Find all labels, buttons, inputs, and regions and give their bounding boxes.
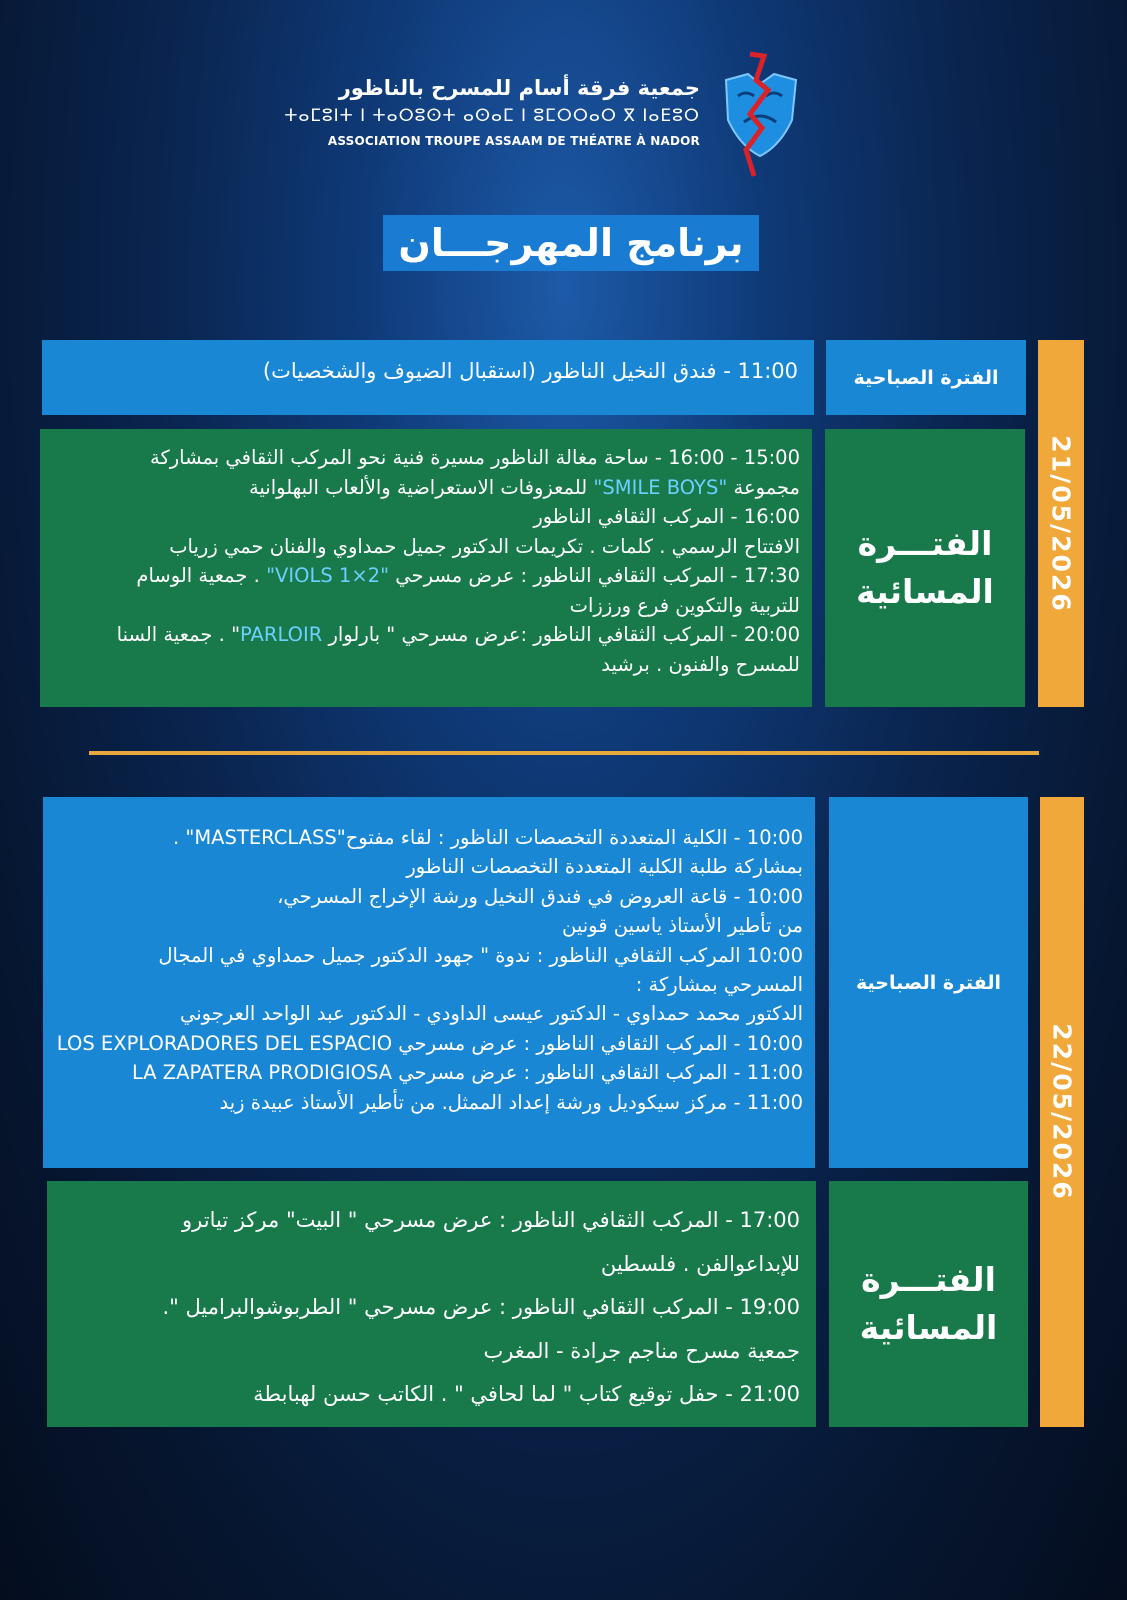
date-bar-day-2 (1040, 797, 1084, 1427)
schedule-line: 10:00 المركب الثقافي الناظور : ندوة " جهود الدكتور جميل حمداوي في المجال (158, 943, 803, 967)
section-divider (89, 751, 1039, 755)
show-title-highlight: "SMILE BOYS" (593, 475, 728, 499)
schedule-line: 16:00 - المركب الثقافي الناظور (533, 505, 800, 528)
schedule-line: 15:00 - 16:00 - ساحة مغالة الناظور مسيرة فنية نحو المركب الثقافي بمشاركة (149, 446, 800, 469)
theatre-shield-logo-icon (720, 50, 800, 180)
evening-label-day-2 (829, 1181, 1028, 1427)
show-title-highlight: PARLOIR (240, 623, 323, 646)
evening-label-line-1: الفتـــرة (857, 524, 993, 563)
schedule-line: 17:00 - المركب الثقافي الناظور : عرض مسرحي " البيت" مركز تياترو (182, 1208, 800, 1232)
evening-label-line-1: الفتـــرة (861, 1260, 996, 1299)
schedule-line: من تأطير الأستاذ ياسين قونين (562, 914, 803, 938)
morning-label-day-1: الفترة الصباحية (826, 340, 1026, 415)
date-day-2: 22/05/2026 (1047, 1023, 1077, 1201)
org-name-french: ASSOCIATION TROUPE ASSAAM DE THÉATRE À NADOR (327, 134, 700, 148)
org-name-tifinagh: ⵜⴰⵎⵓⵏⵜ ⵏ ⵜⴰⵔⵓⵙⵜ ⴰⵙⴰⵎ ⵏ ⵓⵎⵔⵔⴰⵔ ⴳ ⵏⴰⴹⵓⵔ (284, 106, 700, 126)
evening-label-line-2: المسائية (856, 572, 994, 611)
schedule-line: 17:30 - المركب الثقافي الناظور : عرض مسرحي "VIOLS 1×2" . جمعية الوسام (136, 564, 800, 587)
evening-schedule-day-1 (40, 429, 812, 707)
schedule-line: جمعية مسرح مناجم جرادة - المغرب (483, 1338, 800, 1363)
schedule-line: 20:00 - المركب الثقافي الناظور :عرض مسرحي " بارلوار PARLOIR" . جمعية السنا (116, 623, 800, 646)
festival-program-title: برنامج المهرجـــان (383, 215, 759, 271)
morning-schedule-day-2 (43, 797, 815, 1168)
schedule-line: 21:00 - حفل توقيع كتاب " لما لحافي " . الكاتب حسن لهبابطة (253, 1382, 800, 1406)
schedule-line: المسرحي بمشاركة : (635, 973, 803, 997)
schedule-line: للمسرح والفنون . برشيد (601, 652, 800, 676)
schedule-line: الافتتاح الرسمي . كلمات . تكريمات الدكتور جميل حمداوي والفنان حمي زرياب (169, 534, 800, 558)
schedule-line: 19:00 - المركب الثقافي الناظور : عرض مسرحي " الطربوشوالبراميل ". (162, 1295, 800, 1319)
schedule-line: الدكتور محمد حمداوي - الدكتور عيسى الداودي - الدكتور عبد الواحد العرجوني (180, 1002, 803, 1026)
schedule-line: 10:00 - قاعة العروض في فندق النخيل ورشة الإخراج المسرحي، (277, 884, 803, 908)
schedule-line: 10:00 - المركب الثقافي الناظور : عرض مسرحي LOS EXPLORADORES DEL ESPACIO (56, 1031, 803, 1055)
morning-label-day-2: الفترة الصباحية (829, 797, 1028, 1168)
evening-label-line-2: المسائية (859, 1308, 998, 1347)
date-day-1: 21/05/2026 (1046, 434, 1076, 613)
schedule-line: 11:00 - فندق النخيل الناظور (استقبال الضيوف والشخصيات) (262, 359, 798, 383)
show-title-highlight: "VIOLS 1×2" (266, 564, 390, 587)
morning-schedule-day-1 (42, 340, 814, 415)
schedule-line: 11:00 - مركز سيكوديل ورشة إعداد الممثل. من تأطير الأستاذ عبيدة زيد (219, 1090, 803, 1114)
schedule-line: للإبداعوالفن . فلسطين (600, 1251, 800, 1276)
date-bar-day-1 (1038, 340, 1084, 707)
schedule-line: للتربية والتكوين فرع ورززات (569, 593, 800, 617)
schedule-line: 10:00 - الكلية المتعددة التخصصات الناظور : لقاء مفتوح"MASTERCLASS" . (172, 826, 803, 849)
schedule-line: مجموعة "SMILE BOYS" للمعزوفات الاستعراضية والألعاب البهلوانية (248, 475, 800, 499)
org-name-arabic: جمعية فرقة أسام للمسرح بالناظور (338, 76, 700, 100)
evening-schedule-day-2 (47, 1181, 816, 1427)
evening-label-day-1 (825, 429, 1025, 707)
schedule-line: بمشاركة طلبة الكلية المتعددة التخصصات الناظور (406, 855, 803, 879)
header (284, 50, 800, 180)
schedule-line: 11:00 - المركب الثقافي الناظور : عرض مسرحي LA ZAPATERA PRODIGIOSA (131, 1061, 803, 1085)
